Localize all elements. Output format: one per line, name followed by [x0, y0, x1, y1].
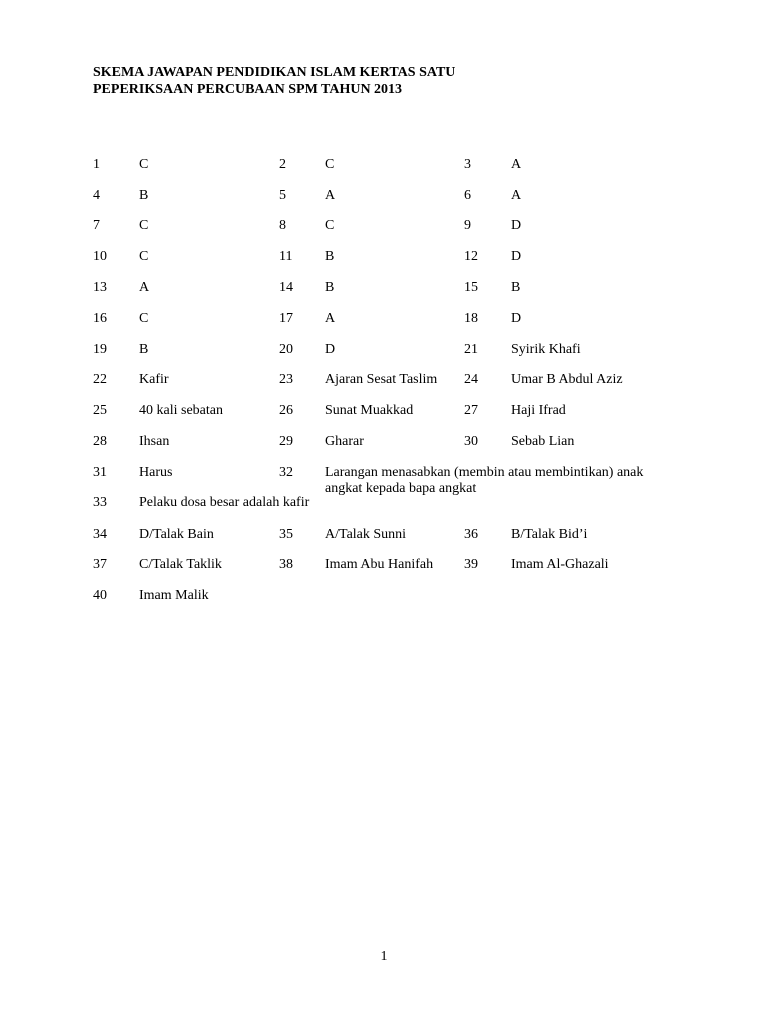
question-number: 10	[93, 249, 107, 264]
answer: C	[325, 157, 335, 172]
answer-row-4	[0, 187, 768, 205]
answer: C	[139, 249, 149, 264]
answer-row-28	[0, 433, 768, 451]
question-number: 1	[93, 157, 100, 172]
answer: D	[511, 311, 522, 326]
question-number: 6	[464, 188, 471, 203]
question-number: 14	[279, 280, 293, 295]
question-number: 33	[93, 495, 107, 510]
answer: Kafir	[139, 372, 169, 387]
answer: Imam Malik	[139, 588, 209, 603]
answer: Ajaran Sesat Taslim	[325, 372, 438, 387]
question-number: 23	[279, 372, 293, 387]
question-number: 35	[279, 527, 293, 542]
question-number: 26	[279, 403, 293, 418]
question-number: 30	[464, 434, 478, 449]
answer: A	[325, 311, 336, 326]
question-number: 29	[279, 434, 293, 449]
answer: Gharar	[325, 434, 364, 449]
question-number: 12	[464, 249, 478, 264]
answer-row-7	[0, 217, 768, 235]
answer: B	[139, 342, 149, 357]
question-number: 8	[279, 218, 286, 233]
answer-row-13	[0, 279, 768, 297]
answer: Umar B Abdul Aziz	[511, 372, 623, 387]
answer: A	[139, 280, 150, 295]
question-number: 13	[93, 280, 107, 295]
answer: A	[325, 188, 336, 203]
question-number: 40	[93, 588, 107, 603]
answer: Imam Al-Ghazali	[511, 557, 609, 572]
answer: B/Talak Bid’i	[511, 527, 588, 542]
answer: C	[139, 218, 149, 233]
answer: 40 kali sebatan	[139, 403, 223, 418]
answer-long: Larangan menasabkan (membin atau membintikan) anak angkat kepada bapa angkat	[325, 465, 644, 496]
answer-row-37	[0, 556, 768, 574]
page-number: 1	[380, 949, 388, 964]
question-number: 18	[464, 311, 478, 326]
question-number: 32	[279, 465, 293, 480]
answer-row-22	[0, 371, 768, 389]
question-number: 9	[464, 218, 471, 233]
answer: C	[325, 218, 335, 233]
question-number: 22	[93, 372, 107, 387]
answer: Sebab Lian	[511, 434, 575, 449]
question-number: 28	[93, 434, 107, 449]
question-number: 38	[279, 557, 293, 572]
answer-row-25	[0, 402, 768, 420]
question-number: 17	[279, 311, 293, 326]
question-number: 7	[93, 218, 100, 233]
answer: A	[511, 157, 522, 172]
answer: Imam Abu Hanifah	[325, 557, 434, 572]
answer: Harus	[139, 465, 173, 480]
question-number: 20	[279, 342, 293, 357]
document-title	[93, 64, 455, 98]
answer-row-33	[0, 494, 768, 512]
answer: D	[511, 218, 522, 233]
question-number: 2	[279, 157, 286, 172]
answer-row-1	[0, 156, 768, 174]
answer-row-40	[0, 587, 768, 605]
question-number: 24	[464, 372, 478, 387]
answer: C	[139, 157, 149, 172]
answer: C	[139, 311, 149, 326]
title-line-2: PEPERIKSAAN PERCUBAAN SPM TAHUN 2013	[93, 82, 403, 97]
title-line-1: SKEMA JAWAPAN PENDIDIKAN ISLAM KERTAS SATU	[93, 65, 456, 80]
question-number: 34	[93, 527, 107, 542]
question-number: 15	[464, 280, 478, 295]
answer: Ihsan	[139, 434, 170, 449]
question-number: 39	[464, 557, 478, 572]
answer: D	[325, 342, 336, 357]
question-number: 21	[464, 342, 478, 357]
answer-row-31	[0, 464, 768, 496]
answer: B	[139, 188, 149, 203]
answer: C/Talak Taklik	[139, 557, 222, 572]
answer-row-10	[0, 248, 768, 266]
answer: B	[325, 249, 335, 264]
answer-row-34	[0, 526, 768, 544]
answer: D/Talak Bain	[139, 527, 214, 542]
question-number: 19	[93, 342, 107, 357]
answer: B	[511, 280, 521, 295]
question-number: 31	[93, 465, 107, 480]
answer-row-19	[0, 341, 768, 359]
answer: D	[511, 249, 522, 264]
question-number: 16	[93, 311, 107, 326]
answer: B	[325, 280, 335, 295]
question-number: 37	[93, 557, 107, 572]
question-number: 4	[93, 188, 100, 203]
question-number: 3	[464, 157, 471, 172]
answer: Pelaku dosa besar adalah kafir	[139, 495, 310, 510]
question-number: 25	[93, 403, 107, 418]
answer-row-16	[0, 310, 768, 328]
answer: Syirik Khafi	[511, 342, 581, 357]
question-number: 11	[279, 249, 293, 264]
question-number: 5	[279, 188, 286, 203]
answer: A	[511, 188, 522, 203]
question-number: 36	[464, 527, 478, 542]
answer: A/Talak Sunni	[325, 527, 407, 542]
question-number: 27	[464, 403, 478, 418]
answer: Haji Ifrad	[511, 403, 566, 418]
answer: Sunat Muakkad	[325, 403, 414, 418]
